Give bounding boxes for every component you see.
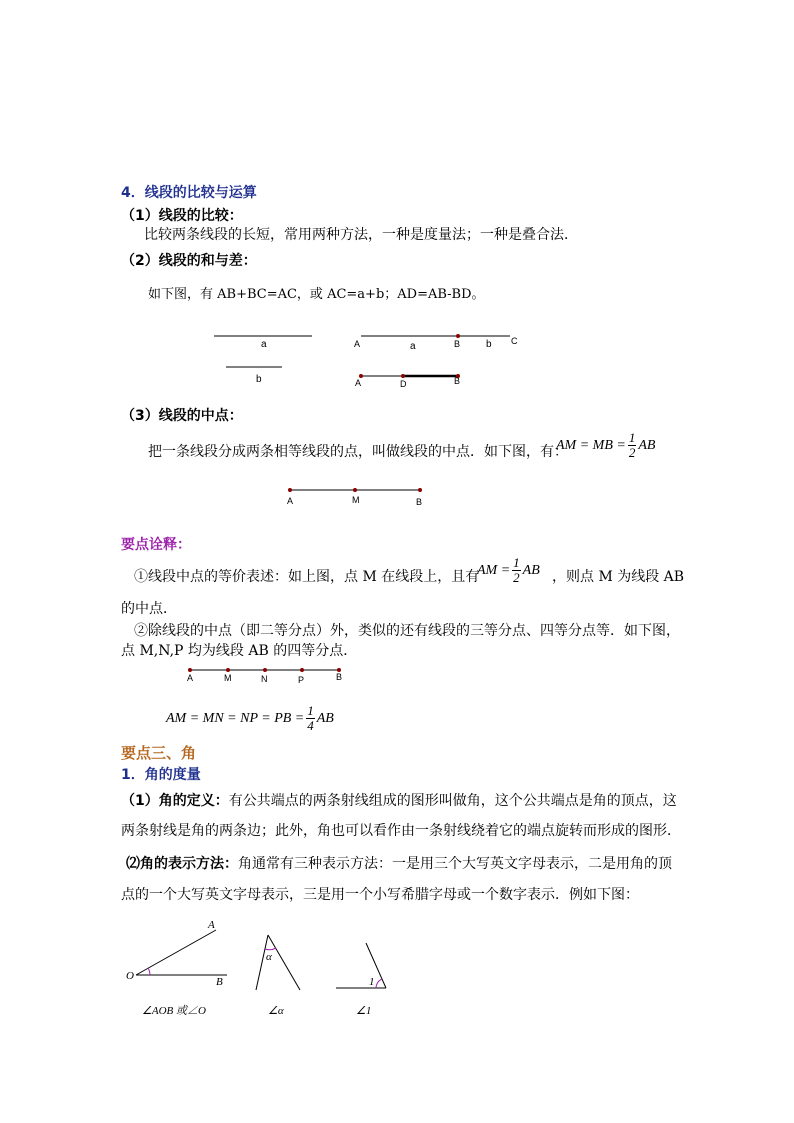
point-n	[263, 668, 267, 672]
label-A: A	[287, 496, 294, 506]
quarter-fraction-numerator: 1	[307, 703, 314, 718]
note1-text-cont: ，则点 M 为线段 AB	[552, 569, 685, 585]
midpoint-formula	[556, 431, 655, 460]
angle-representation-cont: 点的一个大写英文字母表示，三是用一个小写希腊字母或一个数字表示．例如下图：	[121, 887, 639, 903]
fraction-half	[628, 431, 637, 460]
label-bot-B: B	[454, 376, 461, 386]
angle-definition	[121, 790, 677, 810]
note2-text-cont: 点 M,N,P 均为线段 AB 的四等分点．	[121, 643, 358, 659]
midpoint-figure	[280, 482, 440, 510]
formula-left: AM = MB =	[556, 437, 626, 453]
paragraph-sum-diff: 如下图，有 AB+BC=AC，或 AC=a+b；AD=AB-BD。	[148, 287, 485, 302]
label-B: B	[216, 976, 223, 988]
angle-representation-text: 角通常有三种表示方法：一是用三个大写英文字母表示，二是用角的顶	[238, 856, 672, 872]
angle-definition-text: 有公共端点的两条射线组成的图形叫做角，这个公共端点是角的顶点，这	[228, 793, 677, 809]
label-top-B: B	[454, 339, 461, 349]
angle-definition-cont: 两条射线是角的两条边；此外，角也可以看作由一条射线绕着它的端点旋转而形成的图形．	[121, 823, 681, 839]
label-N: N	[261, 674, 268, 684]
note1-fraction-numerator: 1	[513, 555, 520, 570]
point-b	[418, 488, 422, 492]
label-M: M	[224, 673, 232, 683]
point-m	[353, 488, 357, 492]
label-top-b: b	[486, 339, 492, 350]
notes-title: 要点诠释：	[121, 537, 191, 553]
subsection-title-midpoint: （3）线段的中点：	[121, 408, 243, 424]
quarter-fraction	[306, 704, 315, 733]
note1-formula-right: AB	[522, 562, 540, 578]
section-title: 4．线段的比较与运算	[121, 185, 257, 201]
label-bot-D: D	[400, 379, 407, 389]
point-m	[226, 668, 230, 672]
fraction-numerator: 1	[628, 430, 636, 445]
paragraph-midpoint: 把一条线段分成两条相等线段的点，叫做线段的中点．如下图，有：	[148, 444, 568, 460]
label-M: M	[352, 495, 360, 505]
point-b-top	[456, 334, 460, 338]
angle-representation	[126, 853, 672, 873]
label-bot-A: A	[355, 378, 362, 388]
angle-definition-title: （1）角的定义：	[121, 793, 229, 809]
caption-angle-aob: ∠AOB 或∠O	[142, 1005, 206, 1017]
label-left-b: b	[256, 374, 262, 385]
subsection-title-sum-diff: （2）线段的和与差：	[121, 253, 257, 269]
fraction-denominator: 2	[628, 445, 636, 460]
label-one: 1	[369, 976, 375, 988]
angle-arc-one	[376, 979, 382, 988]
subsection-title-compare: （1）线段的比较：	[121, 208, 243, 224]
note1-formula	[477, 556, 540, 585]
formula-right: AB	[638, 437, 656, 453]
angle-arc-o	[148, 968, 150, 975]
label-B: B	[416, 497, 423, 507]
label-top-C: C	[511, 336, 518, 346]
angle-measure-title: 1．角的度量	[121, 767, 201, 783]
quarter-formula-right: AB	[316, 710, 334, 726]
note1-text-end: 的中点．	[121, 601, 177, 617]
label-top-a: a	[410, 341, 416, 352]
label-alpha: α	[266, 951, 272, 963]
label-O: O	[126, 970, 134, 982]
caption-angle-one: ∠1	[356, 1005, 372, 1017]
caption-angle-alpha: ∠α	[268, 1005, 284, 1017]
angle-heading: 要点三、角	[121, 744, 197, 762]
point-a	[288, 488, 292, 492]
quarter-fraction-denominator: 4	[307, 718, 314, 733]
label-B: B	[336, 672, 343, 682]
point-d-bottom	[401, 374, 405, 378]
point-a	[188, 668, 192, 672]
label-P: P	[298, 675, 305, 685]
note1-formula-left: AM =	[477, 562, 511, 578]
note1-text: ①线段中点的等价表述：如上图，点 M 在线段上，且有	[134, 569, 480, 585]
note1-fraction	[512, 556, 521, 585]
point-p	[300, 668, 304, 672]
angle-arc-alpha	[265, 948, 276, 950]
note2-text: ②除线段的中点（即二等分点）外，类似的还有线段的三等分点、四等分点等．如下图，	[134, 623, 680, 639]
paragraph-compare: 比较两条线段的长短，常用两种方法，一种是度量法；一种是叠合法．	[144, 227, 578, 243]
quarter-formula	[166, 704, 334, 733]
note1-fraction-denominator: 2	[513, 570, 520, 585]
angle-representation-title: ⑵角的表示方法：	[126, 856, 238, 872]
quarter-points-figure	[180, 660, 355, 688]
angle-figures	[120, 910, 400, 1025]
label-A: A	[187, 673, 194, 683]
ray-alpha-right	[268, 935, 300, 990]
quarter-formula-left: AM = MN = NP = PB =	[166, 710, 305, 726]
label-A: A	[208, 919, 215, 931]
label-top-A: A	[354, 339, 361, 349]
segment-sum-figure	[200, 325, 530, 395]
label-left-a: a	[261, 339, 267, 350]
